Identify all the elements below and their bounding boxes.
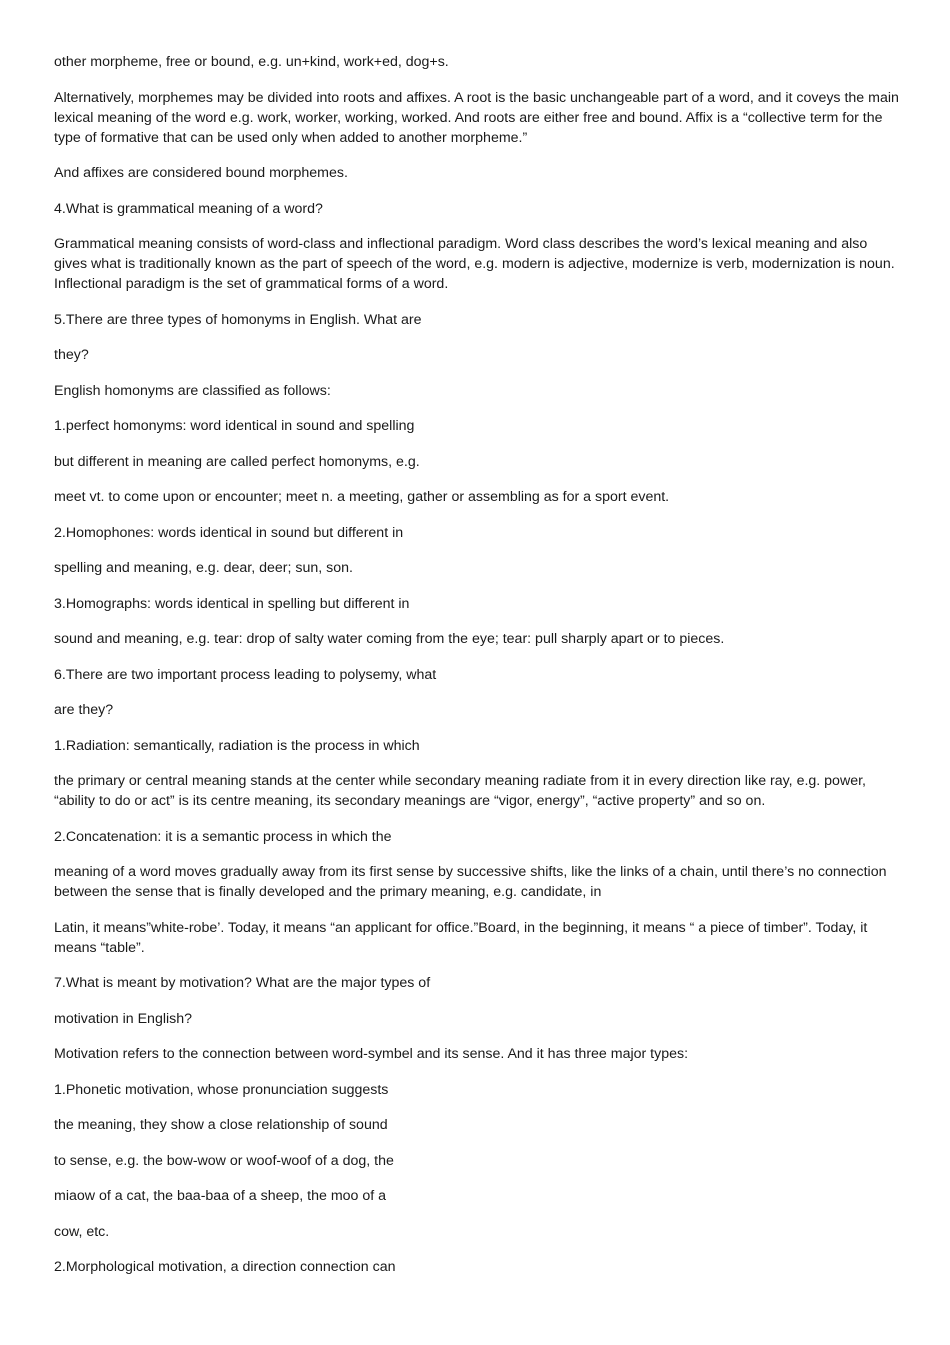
- list-item: 2.Concatenation: it is a semantic process in which the: [54, 828, 392, 845]
- paragraph: but different in meaning are called perfect homonyms, e.g.: [54, 453, 420, 470]
- paragraph: cow, etc.: [54, 1223, 110, 1240]
- list-item: 2.Homophones: words identical in sound but different in: [54, 524, 404, 541]
- paragraph: spelling and meaning, e.g. dear, deer; sun, son.: [54, 560, 353, 576]
- question-heading-continued: motivation in English?: [54, 1010, 193, 1027]
- list-item: 1.Radiation: semantically, radiation is the process in which: [54, 737, 420, 754]
- question-heading: 7.What is meant by motivation? What are the major types of: [54, 975, 431, 991]
- paragraph: to sense, e.g. the bow-wow or woof-woof of a dog, the: [54, 1152, 394, 1169]
- paragraph: meaning of a word moves gradually away from its first sense by successive shifts, like the links of a chain, until there’s no connection between the sense that is finally developed and the primary meaning, e.g. candidate, in: [54, 864, 887, 900]
- question-heading-continued: are they?: [54, 702, 114, 718]
- list-item: 2.Morphological motivation, a direction connection can: [54, 1259, 396, 1275]
- question-heading-continued: they?: [54, 347, 89, 363]
- paragraph: meet vt. to come upon or encounter; meet n. a meeting, gather or assembling as for a sport event.: [54, 489, 670, 505]
- question-heading: 5.There are three types of homonyms in English. What are: [54, 311, 422, 328]
- question-heading: 6.There are two important process leading to polysemy, what: [54, 666, 437, 683]
- paragraph: Motivation refers to the connection between word-symbel and its sense. And it has three major types:: [54, 1046, 689, 1062]
- paragraph: Alternatively, morphemes may be divided into roots and affixes. A root is the basic unchangeable part of a word, and it coveys the main lexical meaning of the word e.g. work, worker, working, worked. And roots are either free and bound. Affix is a “collective term for the type of formative that can be used only when added to another morpheme.”: [54, 89, 899, 146]
- paragraph: the meaning, they show a close relationship of sound: [54, 1117, 388, 1133]
- paragraph: Grammatical meaning consists of word-class and inflectional paradigm. Word class describes the word’s lexical meaning and also gives what is traditionally known as the part of speech of the word, e.g. modern is adjective, modernize is verb, modernization is noun. Inflectional paradigm is the set of grammatical forms of a word.: [54, 236, 895, 292]
- document-page: [54, 52, 904, 1293]
- paragraph: English homonyms are classified as follows:: [54, 382, 331, 399]
- list-item: 1.perfect homonyms: word identical in sound and spelling: [54, 418, 415, 434]
- list-item: 1.Phonetic motivation, whose pronunciation suggests: [54, 1081, 389, 1098]
- paragraph: sound and meaning, e.g. tear: drop of salty water coming from the eye; tear: pull sharply apart or to pieces.: [54, 631, 725, 647]
- paragraph: miaow of a cat, the baa-baa of a sheep, the moo of a: [54, 1188, 387, 1204]
- question-heading: 4.What is grammatical meaning of a word?: [54, 200, 323, 217]
- list-item: 3.Homographs: words identical in spelling but different in: [54, 595, 410, 612]
- paragraph: And affixes are considered bound morphemes.: [54, 165, 348, 181]
- paragraph: the primary or central meaning stands at the center while secondary meaning radiate from it in every direction like ray, e.g. power, “ability to do or act” is its centre meaning, its secondary meanings are “vigor, energy”, “active property” and so on.: [54, 773, 866, 809]
- paragraph: Latin, it means”white-robe’. Today, it means “an applicant for office.”Board, in the beginning, it means “ a piece of timber”. Today, it means “table”.: [54, 919, 868, 956]
- paragraph: other morpheme, free or bound, e.g. un+kind, work+ed, dog+s.: [54, 54, 449, 70]
